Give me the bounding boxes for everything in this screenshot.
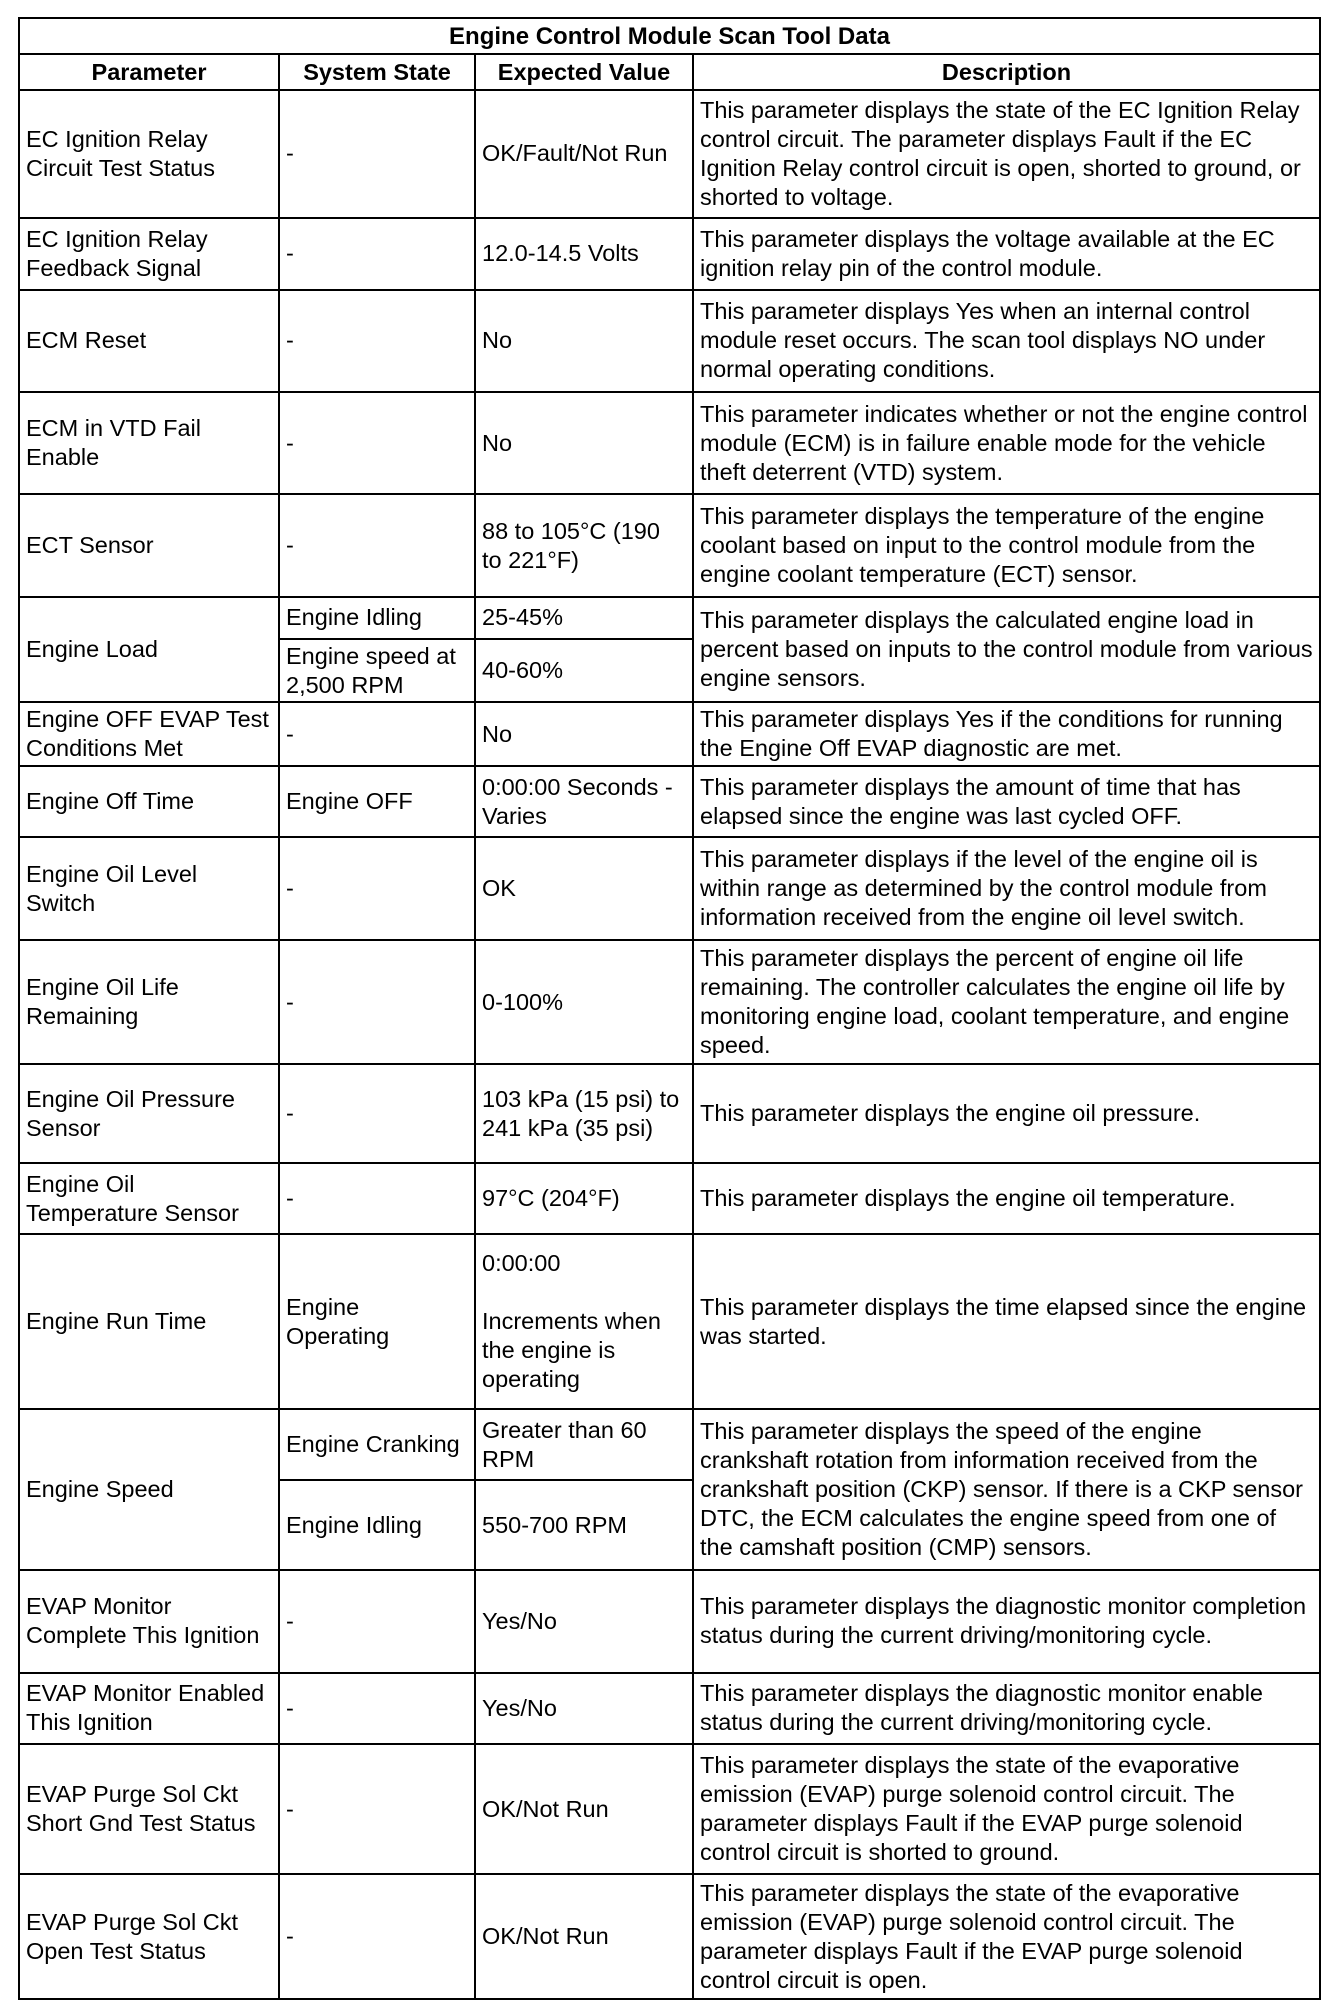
- parameter-cell: Engine Load: [19, 597, 279, 703]
- parameter-cell: Engine OFF EVAP Test Conditions Met: [19, 702, 279, 765]
- description-cell: This parameter displays the diagnostic monitor completion status during the current driving/monitoring cycle.: [693, 1570, 1320, 1672]
- parameter-cell: Engine Run Time: [19, 1234, 279, 1408]
- description-cell: This parameter displays the temperature of the engine coolant based on input to the control module from the engine coolant temperature (ECT) sensor.: [693, 494, 1320, 596]
- description-cell: This parameter displays if the level of the engine oil is within range as determined by the control module from information received from the engine oil level switch.: [693, 837, 1320, 939]
- description-cell: This parameter displays the diagnostic monitor enable status during the current driving/monitoring cycle.: [693, 1673, 1320, 1745]
- table-row: [19, 837, 1320, 939]
- system-state-cell: Engine speed at 2,500 RPM: [279, 639, 475, 702]
- parameter-cell: EVAP Purge Sol Ckt Short Gnd Test Status: [19, 1744, 279, 1874]
- system-state-cell: -: [279, 218, 475, 290]
- description-cell: This parameter displays the state of the evaporative emission (EVAP) purge solenoid control circuit. The parameter displays Fault if the EVAP purge solenoid control circuit is shorted to ground.: [693, 1744, 1320, 1874]
- table-row: [19, 1874, 1320, 1999]
- expected-value-cell: 550-700 RPM: [475, 1480, 693, 1570]
- system-state-cell: -: [279, 1163, 475, 1235]
- system-state-cell: -: [279, 837, 475, 939]
- parameter-cell: ECM Reset: [19, 290, 279, 392]
- table-row: [19, 1673, 1320, 1745]
- description-cell: This parameter indicates whether or not the engine control module (ECM) is in failure enable mode for the vehicle theft deterrent (VTD) system.: [693, 392, 1320, 494]
- expected-value-cell: OK/Not Run: [475, 1874, 693, 1999]
- description-cell: This parameter displays Yes when an internal control module reset occurs. The scan tool displays NO under normal operating conditions.: [693, 290, 1320, 392]
- system-state-cell: -: [279, 90, 475, 218]
- parameter-cell: ECT Sensor: [19, 494, 279, 596]
- parameter-cell: Engine Oil Pressure Sensor: [19, 1064, 279, 1162]
- table-row: [19, 940, 1320, 1065]
- parameter-cell: Engine Oil Life Remaining: [19, 940, 279, 1065]
- expected-value-cell: 97°C (204°F): [475, 1163, 693, 1235]
- table-row: [19, 1409, 1320, 1481]
- scan-tool-data-table: [18, 17, 1321, 2000]
- system-state-cell: Engine Idling: [279, 1480, 475, 1570]
- parameter-cell: EVAP Purge Sol Ckt Open Test Status: [19, 1874, 279, 1999]
- parameter-cell: EVAP Monitor Enabled This Ignition: [19, 1673, 279, 1745]
- table-row: [19, 1744, 1320, 1874]
- expected-value-cell: 103 kPa (15 psi) to 241 kPa (35 psi): [475, 1064, 693, 1162]
- parameter-cell: Engine Oil Temperature Sensor: [19, 1163, 279, 1235]
- header-parameter: Parameter: [19, 54, 279, 90]
- expected-value-cell: 12.0-14.5 Volts: [475, 218, 693, 290]
- description-cell: This parameter displays the amount of time that has elapsed since the engine was last cycled OFF.: [693, 766, 1320, 838]
- header-description: Description: [693, 54, 1320, 90]
- description-cell: This parameter displays the state of the evaporative emission (EVAP) purge solenoid control circuit. The parameter displays Fault if the EVAP purge solenoid control circuit is open.: [693, 1874, 1320, 1999]
- description-cell: This parameter displays the time elapsed since the engine was started.: [693, 1234, 1320, 1408]
- system-state-cell: Engine Cranking: [279, 1409, 475, 1481]
- parameter-cell: EC Ignition Relay Circuit Test Status: [19, 90, 279, 218]
- table-row: [19, 766, 1320, 838]
- system-state-cell: Engine Operating: [279, 1234, 475, 1408]
- expected-value-cell: OK/Fault/Not Run: [475, 90, 693, 218]
- expected-value-cell: No: [475, 702, 693, 765]
- parameter-cell: Engine Oil Level Switch: [19, 837, 279, 939]
- description-cell: This parameter displays the speed of the engine crankshaft rotation from information received from the crankshaft position (CKP) sensor. If there is a CKP sensor DTC, the ECM calculates the engine speed from one of the camshaft position (CMP) sensors.: [693, 1409, 1320, 1571]
- expected-value-cell: OK/Not Run: [475, 1744, 693, 1874]
- description-cell: This parameter displays the percent of engine oil life remaining. The controller calculates the engine oil life by monitoring engine load, coolant temperature, and engine speed.: [693, 940, 1320, 1065]
- system-state-cell: -: [279, 940, 475, 1065]
- system-state-cell: -: [279, 1570, 475, 1672]
- system-state-cell: Engine OFF: [279, 766, 475, 838]
- table-row: [19, 702, 1320, 765]
- expected-value-cell: 0-100%: [475, 940, 693, 1065]
- description-cell: This parameter displays the state of the EC Ignition Relay control circuit. The parameter displays Fault if the EC Ignition Relay control circuit is open, shorted to ground, or shorted to voltage.: [693, 90, 1320, 218]
- header-system-state: System State: [279, 54, 475, 90]
- expected-value-cell: Greater than 60 RPM: [475, 1409, 693, 1481]
- description-cell: This parameter displays the engine oil pressure.: [693, 1064, 1320, 1162]
- table-row: [19, 90, 1320, 218]
- description-cell: This parameter displays the voltage available at the EC ignition relay pin of the control module.: [693, 218, 1320, 290]
- table-row: [19, 290, 1320, 392]
- expected-value-cell: Yes/No: [475, 1673, 693, 1745]
- parameter-cell: ECM in VTD Fail Enable: [19, 392, 279, 494]
- parameter-cell: Engine Off Time: [19, 766, 279, 838]
- table-row: [19, 218, 1320, 290]
- system-state-cell: -: [279, 702, 475, 765]
- description-cell: This parameter displays the engine oil temperature.: [693, 1163, 1320, 1235]
- system-state-cell: -: [279, 494, 475, 596]
- parameter-cell: Engine Speed: [19, 1409, 279, 1571]
- table-row: [19, 1570, 1320, 1672]
- document-page: [18, 17, 1321, 2000]
- expected-value-cell: No: [475, 392, 693, 494]
- expected-value-cell: 0:00:00 Seconds - Varies: [475, 766, 693, 838]
- system-state-cell: -: [279, 1744, 475, 1874]
- description-cell: This parameter displays the calculated engine load in percent based on inputs to the control module from various engine sensors.: [693, 597, 1320, 703]
- expected-value-cell: No: [475, 290, 693, 392]
- system-state-cell: -: [279, 1673, 475, 1745]
- expected-value-cell: 88 to 105°C (190 to 221°F): [475, 494, 693, 596]
- description-cell: This parameter displays Yes if the conditions for running the Engine Off EVAP diagnostic are met.: [693, 702, 1320, 765]
- system-state-cell: -: [279, 290, 475, 392]
- system-state-cell: -: [279, 392, 475, 494]
- table-row: [19, 597, 1320, 639]
- table-row: [19, 392, 1320, 494]
- parameter-cell: EVAP Monitor Complete This Ignition: [19, 1570, 279, 1672]
- expected-value-cell: 25-45%: [475, 597, 693, 639]
- header-expected-value: Expected Value: [475, 54, 693, 90]
- table-row: [19, 494, 1320, 596]
- table-row: [19, 1163, 1320, 1235]
- expected-value-cell: Yes/No: [475, 1570, 693, 1672]
- table-row: [19, 1064, 1320, 1162]
- expected-value-cell: OK: [475, 837, 693, 939]
- expected-value-cell: 40-60%: [475, 639, 693, 702]
- table-row: [19, 1234, 1320, 1408]
- expected-value-cell: 0:00:00 Increments when the engine is operating: [475, 1234, 693, 1408]
- system-state-cell: -: [279, 1064, 475, 1162]
- table-title: Engine Control Module Scan Tool Data: [19, 18, 1320, 54]
- system-state-cell: -: [279, 1874, 475, 1999]
- table-header-row: [19, 54, 1320, 90]
- table-title-row: [19, 18, 1320, 54]
- table-body: [19, 90, 1320, 1999]
- parameter-cell: EC Ignition Relay Feedback Signal: [19, 218, 279, 290]
- system-state-cell: Engine Idling: [279, 597, 475, 639]
